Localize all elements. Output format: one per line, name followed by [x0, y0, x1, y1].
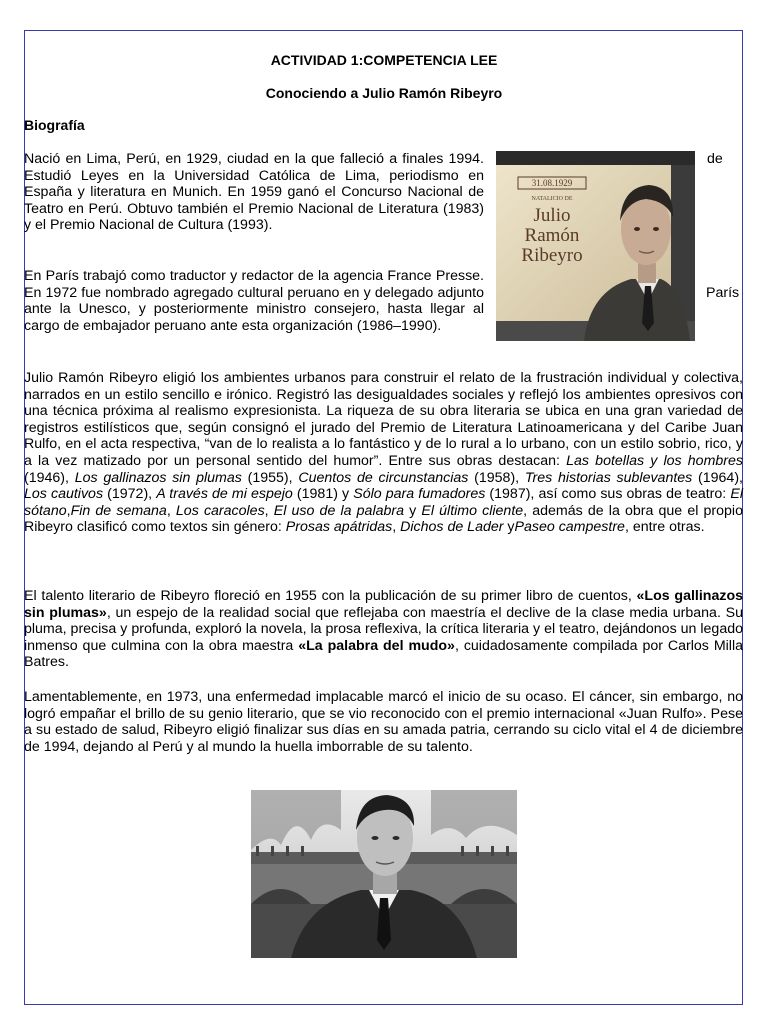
- bio-p2-first: En París trabajó como traductor y redactor de la agencia France Presse. En 1972 fue nombrado agregado cultural peruano en: [24, 268, 484, 301]
- bio-p3-end: , entre otras.: [624, 519, 705, 536]
- ribeyro-portrait-image: [251, 790, 517, 958]
- genreless-title: Paseo campestre: [514, 519, 625, 536]
- work-year: (1958),: [468, 469, 525, 486]
- poster-caption: NATALICIO DE: [531, 196, 573, 202]
- poster-name-1: Julio: [533, 205, 571, 226]
- bio-p3-intro: Julio Ramón Ribeyro eligió los ambientes urbanos para construir el relato de la frustración individual y colectiva, narrados en un estilo sencillo e irónico. Registró las desigualdades sociales y reflejó los ambientes opresivos con una técnica próxima al realismo expresionista. La riqueza de su obra literaria se ubica en una gran variedad de registros estilísticos que, según consignó el jurado del Premio de Literatura Latinoamericana y del Caribe Juan Rulfo, en el acta respectiva, “van de lo realista a lo fantástico y de lo rural a lo urbano, con un estilo sobrio, rico, y a la vez matizado por un personal sentido del humor”. Entre sus obras destacan:: [24, 370, 743, 469]
- play-title: Fin de semana: [70, 502, 167, 519]
- bio-p4-a: El talento literario de Ribeyro floreció en 1955 con la publicación de su primer libro de cuentos,: [24, 588, 637, 604]
- bio-paragraph-5: Lamentablemente, en 1973, una enfermedad implacable marcó el inicio de su ocaso. El cáncer, sin embargo, no logró empañar el brillo de su genio literario, que se vio reconocido con el premio internacional «Juan Rulfo». Pese a su estado de salud, Ribeyro eligió finalizar sus días en su amada patria, cerrando su ciclo vital el 4 de diciembre de 1994, dejando al Perú y al mundo la huella imborrable de su talento.: [24, 689, 743, 755]
- activity-title: ACTIVIDAD 1:COMPETENCIA LEE: [270, 52, 498, 68]
- bio-p2-side-word: París: [706, 285, 740, 301]
- work-title: Las botellas y los hombres: [566, 452, 743, 469]
- work-title: Sólo para fumadores: [353, 486, 486, 503]
- bio-p1-rest: 1994. Estudió Leyes en la Universidad Católica de Lima, periodismo en España y literatura en Munich. En 1959 ganó el Concurso Nacional de Teatro en Perú. Obtuvo también el Premio Nacional de Literatura (1983) y el Premio Nacional de Cultura (1993).: [24, 151, 484, 234]
- play-title: El uso de la palabra: [273, 502, 404, 519]
- ribeyro-poster-image: [496, 151, 695, 341]
- poster-name-3: Ribeyro: [521, 245, 583, 266]
- work-year: (1981) y: [292, 486, 354, 503]
- bio-p4-c: , cuidadosamente compilada por Carlos Milla Batres.: [24, 637, 743, 671]
- work-year: (1946),: [24, 469, 75, 486]
- bio-p1-first: Nació en Lima, Perú, en 1929, ciudad en la que falleció a finales: [24, 151, 444, 167]
- genreless-title: Dichos de Lader: [400, 519, 504, 536]
- poster-date: 31.08.1929: [531, 178, 573, 188]
- book-title-bold: «La palabra del mudo»: [298, 637, 455, 654]
- play-title: Los caracoles: [175, 502, 265, 519]
- work-year: (1972),: [103, 486, 157, 503]
- work-year: (1964),: [692, 469, 743, 486]
- bio-p3-tail: , además de la obra que el propio Ribeyro clasificó como textos sin género:: [24, 502, 743, 536]
- work-title: A través de mi espejo: [156, 486, 293, 503]
- play-title: El sótano: [24, 486, 743, 519]
- bio-p1-side-word: de: [707, 151, 723, 167]
- play-title: El último cliente: [421, 502, 524, 519]
- bio-paragraph-2: [24, 268, 484, 334]
- section-heading: Biografía: [24, 117, 85, 133]
- work-year: (1955),: [241, 469, 299, 486]
- work-year: (1987), así como sus obras de teatro:: [485, 486, 731, 503]
- bio-p2-rest: y delegado adjunto ante la Unesco, y posteriormente ministro consejero, hasta llegar al cargo de embajador peruano ante esta organización (1986–1990).: [24, 284, 484, 334]
- work-title: Tres historias sublevantes: [524, 469, 693, 486]
- bio-p4-b: , un espejo de la realidad social que reflejaba con maestría el declive de la clase media urbana. Su pluma, precisa y profunda, exploró la novela, la prosa reflexiva, la crítica literaria y el teatro, dejándonos un legado inmenso que culmina con la obra maestra: [24, 604, 743, 654]
- work-title: Los gallinazos sin plumas: [74, 469, 242, 486]
- genreless-title: Prosas apátridas: [285, 519, 393, 536]
- page-subtitle: Conociendo a Julio Ramón Ribeyro: [265, 85, 503, 101]
- bio-paragraph-1: [24, 151, 484, 234]
- work-title: Los cautivos: [24, 486, 104, 503]
- bio-paragraph-4: [24, 588, 743, 671]
- book-title-bold: «Los gallinazos sin plumas»: [24, 588, 743, 621]
- bio-paragraph-3: Julio Ramón Ribeyro eligió los ambientes urbanos para construir el relato de la frustración individual y colectiva, narrados en un estilo sencillo e irónico. Registró las desigualdades sociales y reflejó los ambientes opresivos con una técnica próxima al realismo expresionista. La riqueza de su obra literaria se ubica en una gran variedad de registros estilísticos que, según consignó el jurado del Premio de Literatura Latinoamericana y del Caribe Juan Rulfo, en el acta respectiva, “van de lo realista a lo fantástico y de lo rural a lo urbano, con un estilo sobrio, rico, y a la vez matizado por un personal sentido del humor”. Entre sus obras destacan: Las botellas y los hombres (1946), Los gallinazos sin plumas (1955), Cuentos de circunstancias (1958), Tres historias sublevantes (1964), Los cautivos (1972), A través de mi espejo (1981) y Sólo para fumadores (1987), así como sus obras de teatro: El sótano,Fin de semana, Los caracoles, El uso de la palabra y El último cliente, además de la obra que el propio Ribeyro clasificó como textos sin género: Prosas apátridas, Dichos de Lader yPaseo campestre, entre otras.: [24, 370, 743, 536]
- work-title: Cuentos de circunstancias: [298, 469, 469, 486]
- poster-name-2: Ramón: [524, 225, 580, 246]
